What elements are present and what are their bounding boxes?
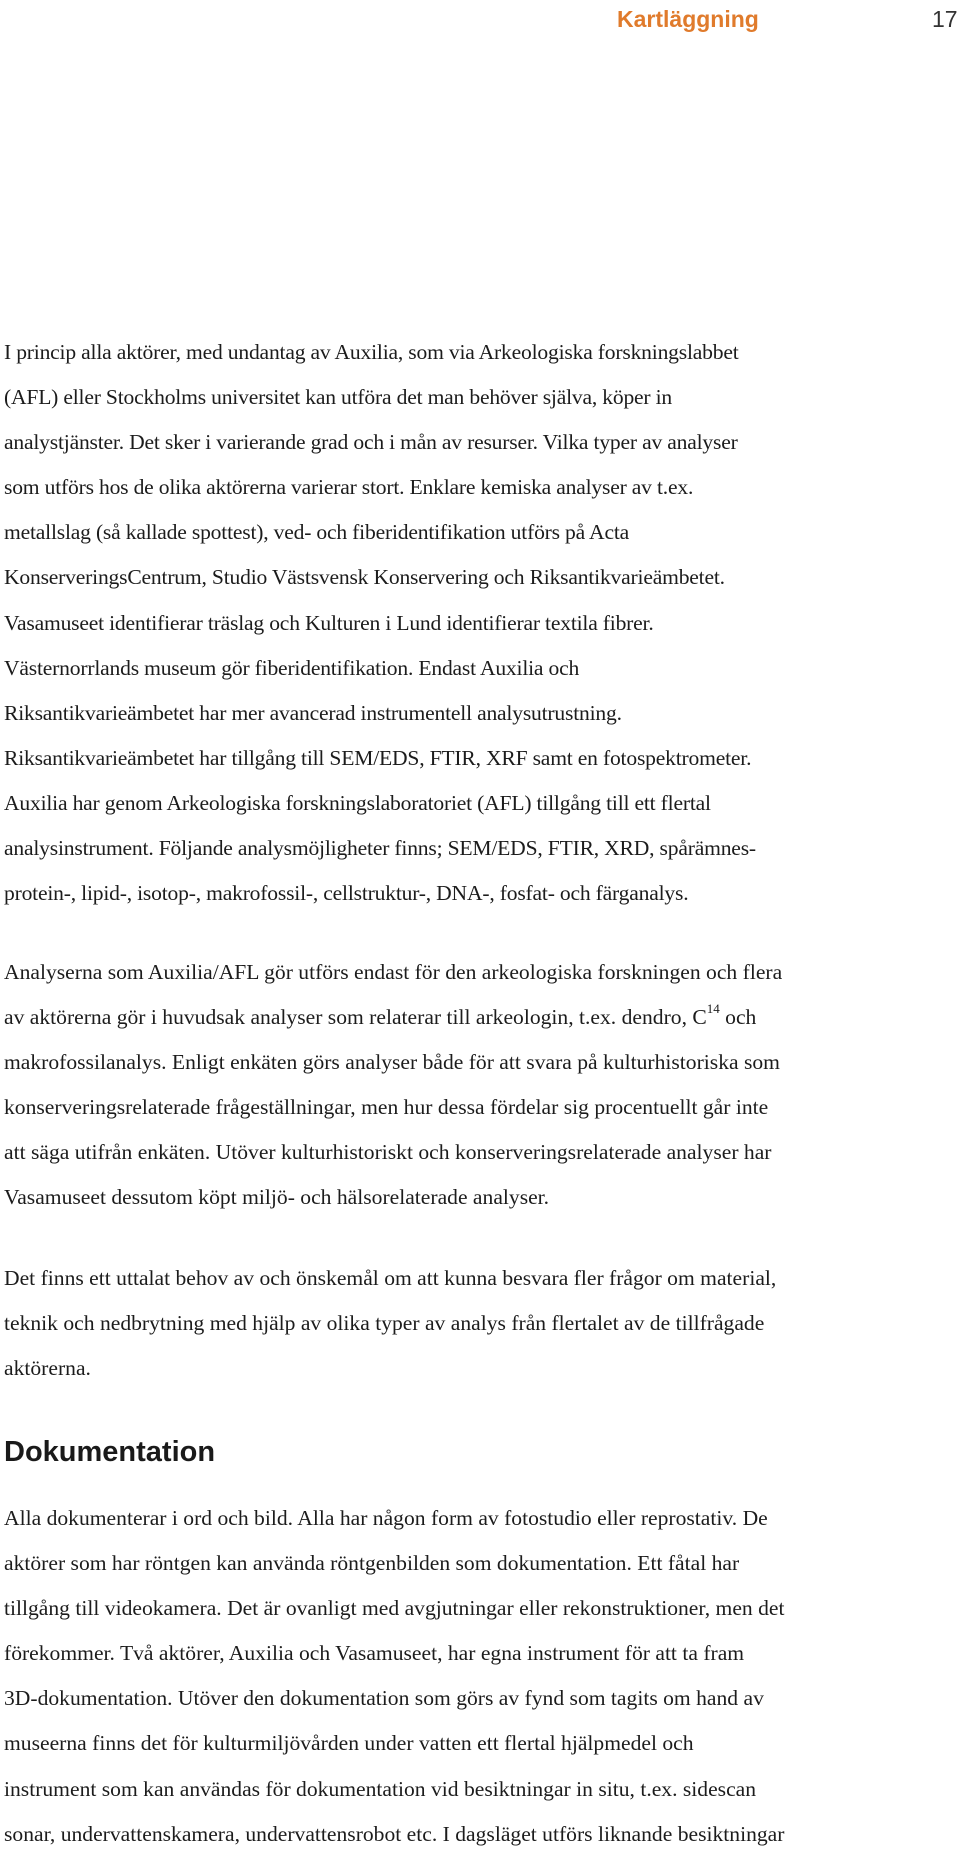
section-heading-dokumentation: Dokumentation bbox=[4, 1436, 216, 1468]
carbon-isotope-superscript: 14 bbox=[706, 1000, 720, 1016]
text-line: Vasamuseet dessutom köpt miljö- och hälsorelaterade analyser. bbox=[4, 1185, 550, 1210]
text-line: protein-, lipid-, isotop-, makrofossil-, cellstruktur-, DNA-, fosfat- och färganalys. bbox=[4, 881, 689, 906]
text-line: (AFL) eller Stockholms universitet kan utföra det man behöver själva, köper in bbox=[4, 385, 673, 410]
text-line: analystjänster. Det sker i varierande grad och i mån av resurser. Vilka typer av analyser bbox=[4, 430, 738, 455]
text-line-with-superscript bbox=[4, 995, 960, 1040]
paragraph-analysis-overview bbox=[4, 330, 960, 916]
text-line: Riksantikvarieämbetet har tillgång till SEM/EDS, FTIR, XRF samt en fotospektrometer. bbox=[4, 745, 752, 770]
text-line: Det finns ett uttalat behov av och önskemål om att kunna besvara fler frågor om material, bbox=[4, 1266, 777, 1290]
text-line: förekommer. Två aktörer, Auxilia och Vasamuseet, har egna instrument för att ta fram bbox=[4, 1641, 745, 1666]
text-line: makrofossilanalys. Enligt enkäten görs analyser både för att svara på kulturhistoriska som bbox=[4, 1050, 780, 1075]
text-fragment: och bbox=[719, 1005, 757, 1030]
text-line: instrument som kan användas för dokumentation vid besiktningar in situ, t.ex. sidescan bbox=[4, 1776, 757, 1801]
paragraph-auxilia-afl bbox=[4, 950, 960, 1221]
text-line: analysinstrument. Följande analysmöjligheter finns; SEM/EDS, FTIR, XRD, spårämnes- bbox=[4, 836, 756, 861]
text-line: Riksantikvarieämbetet har mer avancerad instrumentell analysutrustning. bbox=[4, 700, 622, 725]
page-number: 17 bbox=[932, 6, 958, 32]
text-line: som utförs hos de olika aktörerna varierar stort. Enklare kemiska analyser av t.ex. bbox=[4, 475, 694, 500]
text-line: Analyserna som Auxilia/AFL gör utförs endast för den arkeologiska forskningen och flera bbox=[4, 960, 783, 984]
paragraph-needs bbox=[4, 1256, 960, 1391]
text-line: 3D-dokumentation. Utöver den dokumentation som görs av fynd som tagits om hand av bbox=[4, 1686, 764, 1711]
text-line: tillgång till videokamera. Det är ovanligt med avgjutningar eller rekonstruktioner, men det bbox=[4, 1596, 785, 1621]
text-line: konserveringsrelaterade frågeställningar, men hur dessa fördelar sig procentuellt går inte bbox=[4, 1095, 769, 1120]
text-line: Auxilia har genom Arkeologiska forskningslaboratoriet (AFL) tillgång till ett flertal bbox=[4, 790, 711, 815]
text-line: Alla dokumenterar i ord och bild. Alla har någon form av fotostudio eller reprostativ. De bbox=[4, 1506, 768, 1530]
text-line: aktörer som har röntgen kan använda röntgenbilden som dokumentation. Ett fåtal har bbox=[4, 1551, 740, 1576]
running-header-title: Kartläggning bbox=[617, 6, 759, 32]
page-header bbox=[0, 4, 960, 34]
text-line: I princip alla aktörer, med undantag av Auxilia, som via Arkeologiska forskningslabbet bbox=[4, 340, 739, 364]
text-line: Västernorrlands museum gör fiberidentifikation. Endast Auxilia och bbox=[4, 655, 580, 680]
text-fragment: av aktörerna gör i huvudsak analyser som relaterar till arkeologin, t.ex. dendro, C bbox=[4, 1005, 707, 1030]
text-line: KonserveringsCentrum, Studio Västsvensk Konservering och Riksantikvarieämbetet. bbox=[4, 565, 725, 590]
text-line: sonar, undervattenskamera, undervattensrobot etc. I dagsläget utförs liknande besiktningar bbox=[4, 1821, 785, 1846]
text-line: aktörerna. bbox=[4, 1356, 91, 1381]
text-line: metallslag (så kallade spottest), ved- och fiberidentifikation utförs på Acta bbox=[4, 520, 630, 545]
text-line: teknik och nedbrytning med hjälp av olika typer av analys från flertalet av de tillfrågade bbox=[4, 1311, 765, 1336]
text-line: museerna finns det för kulturmiljövården under vatten ett flertal hjälpmedel och bbox=[4, 1731, 694, 1756]
paragraph-documentation bbox=[4, 1496, 960, 1857]
text-line: Vasamuseet identifierar träslag och Kulturen i Lund identifierar textila fibrer. bbox=[4, 610, 654, 635]
text-line: att säga utifrån enkäten. Utöver kulturhistoriskt och konserveringsrelaterade analyser har bbox=[4, 1140, 772, 1165]
